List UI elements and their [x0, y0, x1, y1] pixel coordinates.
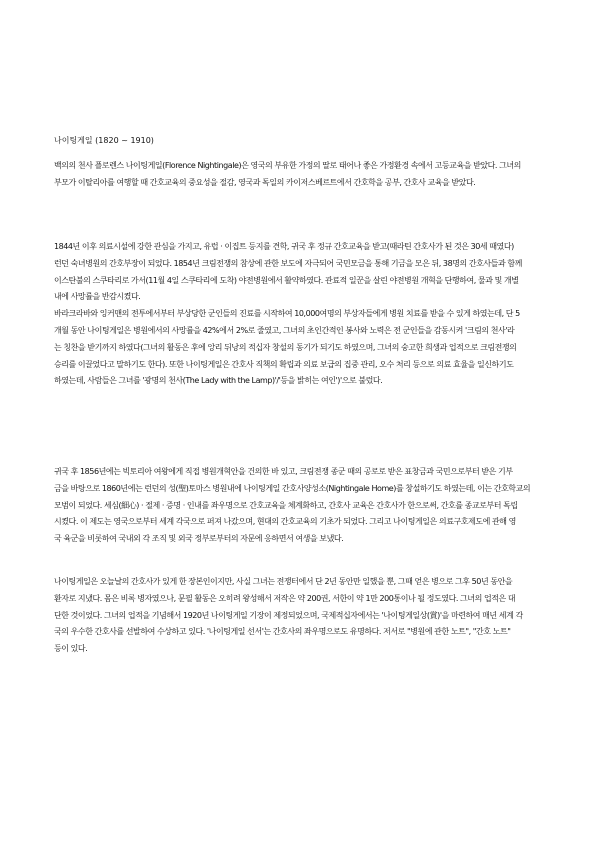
text-line: 바라크라바와 잉커맨의 전투에서부터 부상당한 군인들의 진료를 시작하여 10,000여명의 부상자들에게 병원 치료를 받을 수 있게 하였는데, 단 5 — [54, 309, 520, 319]
text-line: 등이 있다. — [54, 644, 88, 654]
text-line: 금을 바탕으로 1860년에는 런던의 성(聖)토마스 병원내에 나이팅게일 간호사양성소(Nightingale Home)를 창설하기도 하였는데, 이는 간호학교의 — [54, 483, 531, 493]
text-line: 개월 동안 나이팅게일은 병원에서의 사망률을 42%에서 2%로 줄였고, 그녀의 초인간적인 봉사와 노력은 전 군인들을 감동시켜 '크림의 천사'라 — [54, 325, 515, 335]
text-line: 하였는데, 사람들은 그녀를 '광명의 천사(The Lady with the Lamp)'/'등을 밝히는 여인')'으로 불렀다. — [54, 376, 383, 386]
paragraph-crimean-war — [54, 239, 550, 390]
paragraph-legacy — [54, 574, 550, 658]
text-line: 부모가 이탈리아를 여행할 때 간호교육의 중요성을 절감, 영국과 독일의 카이저스베르트에서 간호학을 공부, 간호사 교육을 받았다. — [54, 177, 476, 187]
text-line: 모범이 되었다. 세심(細心) · 절제 · 증명 · 인내를 좌우명으로 간호교육을 체계화하고, 간호사 교육은 간호사가 한으로써, 간호를 종교로부터 독립 — [54, 500, 518, 510]
text-line: 귀국 후 1856년에는 빅토리아 여왕에게 직접 병원개혁안을 건의한 바 있고, 크림전쟁 종군 때의 공로로 받은 표창금과 국민으로부터 받은 기부 — [54, 467, 513, 476]
text-line: 1844년 이후 의료시설에 강한 관심을 가지고, 유럽 · 이집트 등지를 견학, 귀국 후 정규 간호교육을 받고(때라틴 간호사가 된 것은 30세 때였다) — [54, 242, 514, 251]
text-line: 승리를 이끌었다고 말하기도 한다). 또한 나이팅게일은 간호사 직책의 확립과 의료 보급의 집중 관리, 오수 처리 등으로 의료 효율을 일신하기도 — [54, 359, 514, 369]
text-line: 나이팅게일은 오늘날의 간호사가 있게 한 장본인이지만, 사실 그녀는 전쟁터에서 단 2년 동안만 일했을 뿐, 그때 얻은 병으로 그후 50년 동안을 — [54, 577, 513, 586]
text-line: 단한 것이었다. 그녀의 업적을 기념해서 1920년 나이팅게일 기장이 제정되었으며, 국제적십자에서는 '나이팅게일상(賞)'을 마련하여 매년 세계 각 — [54, 610, 523, 620]
paragraph-intro — [54, 158, 550, 192]
paragraph-nursing-school — [54, 464, 550, 548]
text-line: 런던 숙녀병원의 간호부장이 되었다. 1854년 크림전쟁의 참상에 관한 보도에 자극되어 국민모금을 통해 기금을 모은 뒤, 38명의 간호사들과 함께 — [54, 258, 522, 268]
text-line: 국 육군을 비롯하여 국내외 각 조직 및 외국 정부로부터의 자문에 응하면서 여생을 보냈다. — [54, 534, 344, 544]
text-line: 시켰다. 이 제도는 영국으로부터 세계 각국으로 퍼져 나갔으며, 현대의 간호교육의 기초가 되었다. 그리고 나이팅게일은 의료구호제도에 관해 영 — [54, 517, 516, 527]
text-line: 이스탄불의 스쿠타리로 가서(11월 4일 스쿠타리에 도착) 야전병원에서 활약하였다. 관료적 일꾼을 살린 야전병원 개혁을 단행하여, 물과 및 개별 — [54, 275, 519, 285]
text-line: 는 칭찬을 받기까지 하였다(그녀의 활동은 후에 앙리 뒤낭의 적십자 창설의 동기가 되기도 하였으며, 그녀의 숭고한 희생과 업적으로 크림전쟁의 — [54, 342, 517, 352]
document-title: 나이팅게일 (1820 ~ 1910) — [54, 136, 154, 145]
text-line: 국의 우수한 간호사를 선발하여 수상하고 있다. '나이팅게일 선서'는 간호사의 좌우명으로도 유명하다. 저서로 "병원에 관한 노트", "간호 노트" — [54, 627, 511, 637]
text-line: 내에 사망률을 반감시켰다. — [54, 292, 141, 302]
text-line: 환자로 지냈다. 몸은 비록 병자였으나, 문필 활동은 오히려 왕성해서 저작은 약 200권, 서한이 약 1만 200통이나 될 정도였다. 그녀의 업적은 대 — [54, 593, 516, 603]
text-line: 백의의 천사 플로렌스 나이팅게일(Florence Nightingale)은 영국의 부유한 가정의 딸로 태어나 좋은 가정환경 속에서 고등교육을 받았다. 그녀의 — [54, 161, 521, 170]
